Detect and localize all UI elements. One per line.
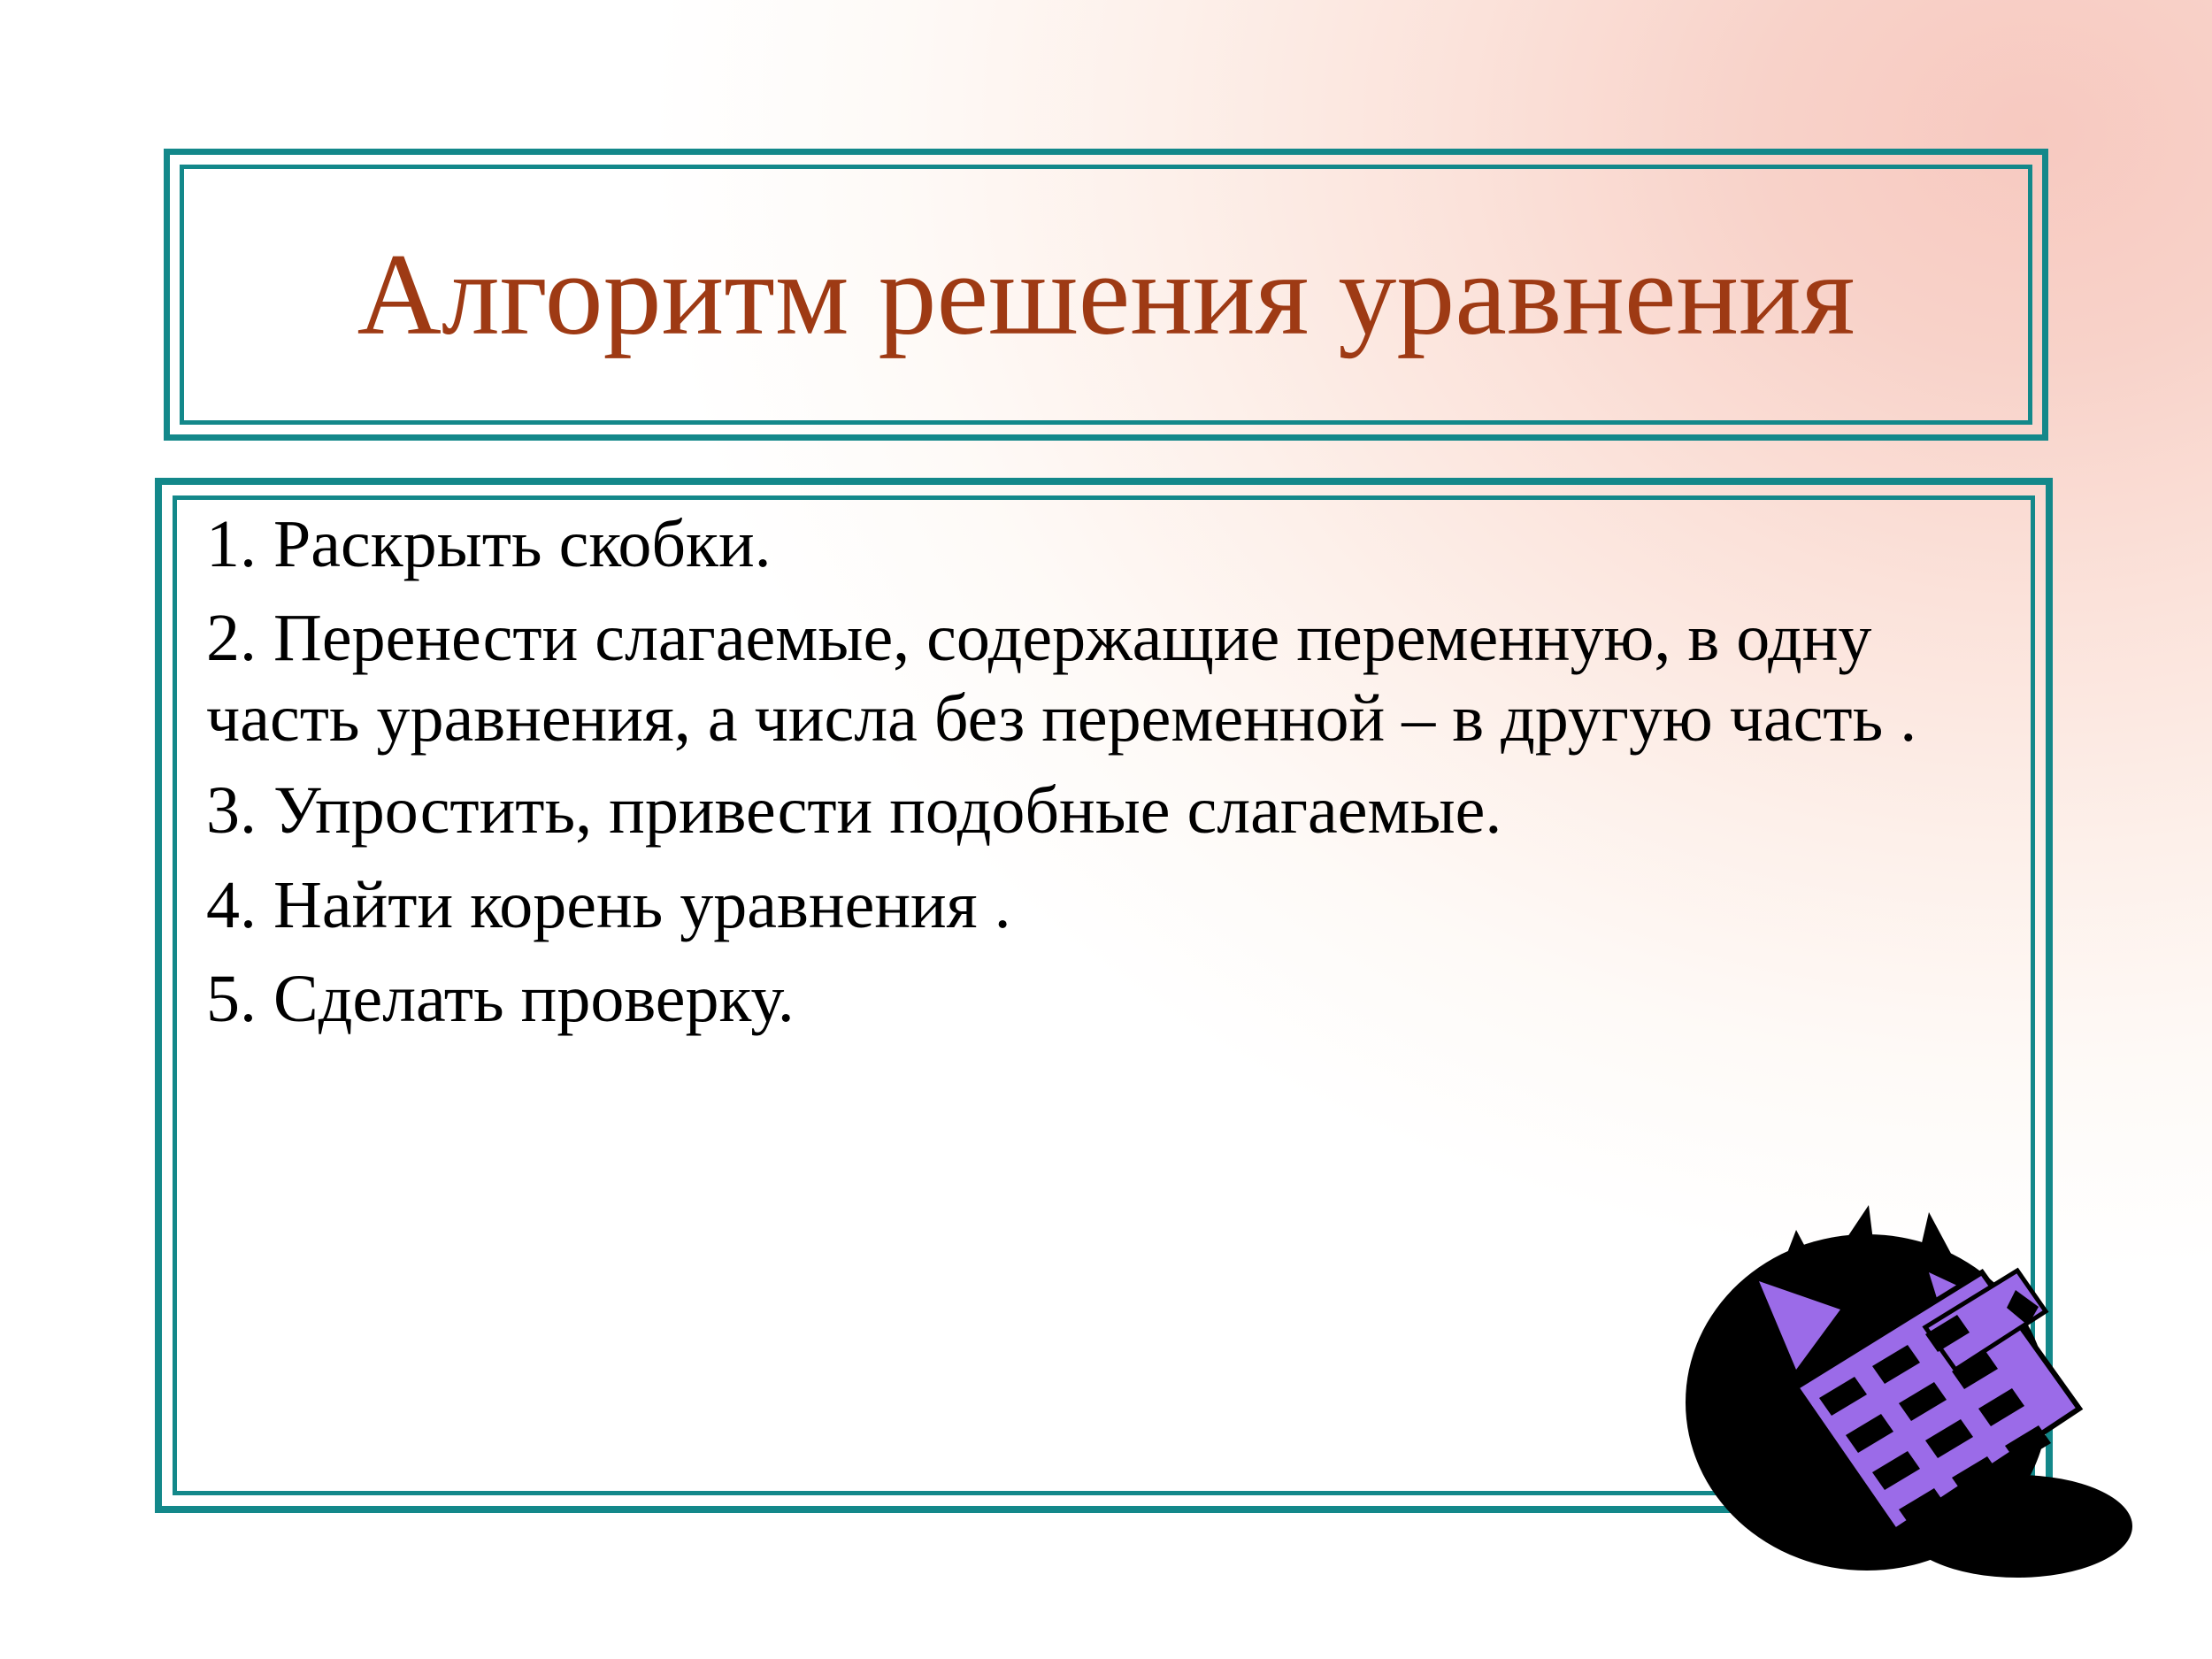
list-item: 4. Найти корень уравнения . bbox=[206, 867, 1011, 942]
list-item: 3. Упростить, привести подобные слагаемые. bbox=[206, 773, 1502, 849]
list-item: 2. Перенести слагаемые, содержащие переменную, в одну часть уравнения, а числа без переменной – в другую часть . bbox=[206, 601, 1917, 756]
list-item: 5. Сделать проверку. bbox=[206, 962, 795, 1037]
list-item: 1. Раскрыть скобки. bbox=[206, 507, 772, 581]
page-title: Алгоритм решения уравнения bbox=[357, 228, 1855, 359]
calculator-icon bbox=[1663, 1177, 2141, 1593]
title-frame bbox=[164, 149, 2048, 441]
